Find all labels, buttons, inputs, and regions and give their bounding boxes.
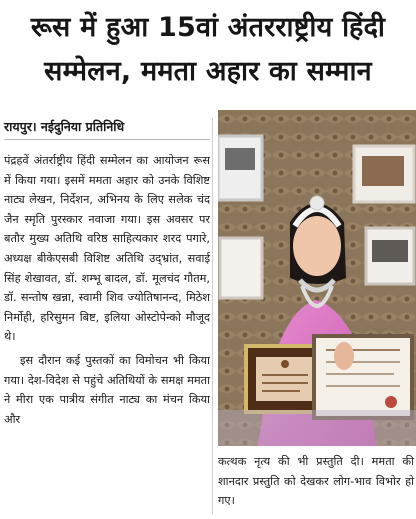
wall-photo-image bbox=[372, 240, 408, 262]
byline: रायपुर। नईदुनिया प्रतिनिधि bbox=[4, 119, 125, 134]
certificate-seal bbox=[385, 396, 397, 408]
dancer-hand bbox=[334, 342, 354, 370]
article-paragraph-1: पंद्रहवें अंतर्राष्ट्रीय हिंदी सम्मेलन का आयोजन रूस में किया गया। इसमें ममता अहार को उनके विशिष्ट नाट्य लेखन, निर्देशन, अभिनय के लिए सलेक चंद जैन स्मृति पुरस्कार नवाजा गया। इस अवसर पर बतौर मुख्य अतिथि वरिष्ठ साहित्यकार शरद पगारे, अध्यक्ष बीकेएसबी विशिष्ट अतिथि उद्भ्रांत, सवाई सिंह शेखावत, डॉ. शम्भू बादल, डॉ. मूलचंद गौतम, डॉ. सन्तोष खन्ना, स्वामी शिव ज्योतिषानन्द, मिठेश निर्मोही, हरिसुमन बिष्ट, इलिया ओस्टोपेन्को मौजूद थे। bbox=[4, 154, 210, 344]
article-body bbox=[4, 151, 210, 429]
news-photo bbox=[218, 110, 416, 446]
headline bbox=[0, 0, 416, 106]
wall-photo-image bbox=[225, 148, 255, 170]
wall-photo-frame bbox=[220, 238, 262, 298]
photo-caption: कत्थक नृत्य की भी प्रस्तुति दी। ममता की शानदार प्रस्तुति को देखकर लोग-भाव विभोर हो गए। bbox=[218, 455, 414, 508]
crown-ornament bbox=[310, 196, 324, 210]
article-paragraph-2: इस दौरान कई पुस्तकों का विमोचन भी किया गया। देश-विदेश से पहुंचे अतिथियों के समक्ष ममता ने मीरा एक पात्रीय संगीत नाट्य का मंचन किया और bbox=[4, 353, 210, 426]
wall-photo-image bbox=[362, 156, 404, 186]
certificate bbox=[314, 336, 412, 418]
column-divider bbox=[212, 118, 213, 514]
headline-line-2: सम्मेलन, ममता अहार का सम्मान bbox=[44, 56, 372, 87]
photo-illustration bbox=[218, 110, 416, 446]
dancer-face bbox=[293, 216, 341, 276]
headline-line-1: रूस में हुआ 15वां अंतरराष्ट्रीय हिंदी bbox=[30, 12, 386, 43]
byline-divider bbox=[4, 139, 210, 140]
award-plaque-emblem bbox=[281, 360, 289, 368]
photo-foreground bbox=[218, 410, 416, 446]
